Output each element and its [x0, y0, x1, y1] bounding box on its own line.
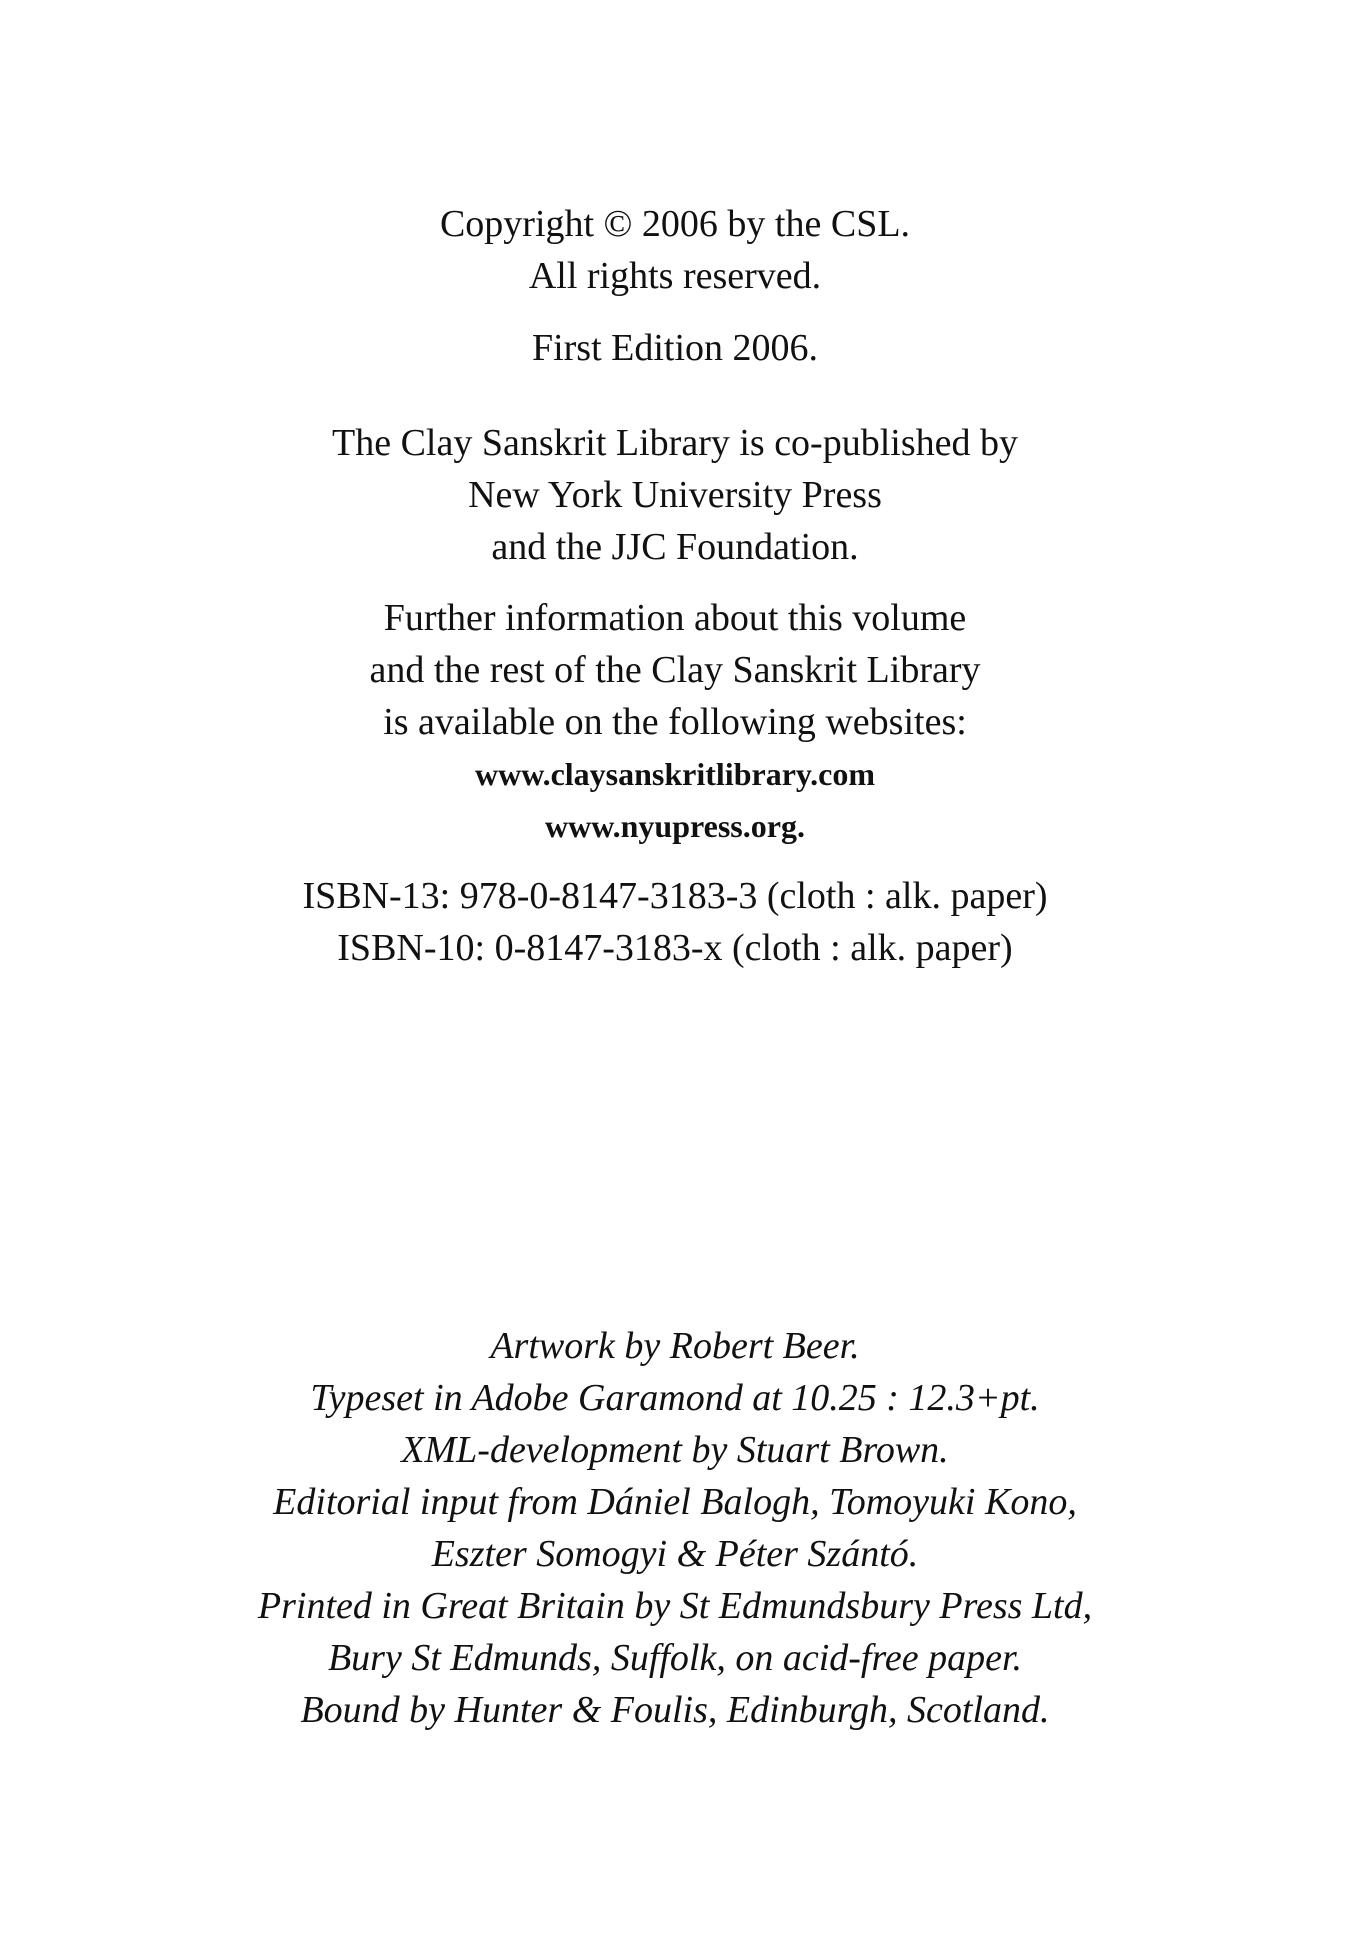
- copublisher-notice: [0, 417, 1350, 573]
- isbn-13: ISBN-13: 978-0-8147-3183-3 (cloth : alk. paper): [302, 875, 1048, 917]
- copublish-line-3: and the JJC Foundation.: [491, 526, 859, 568]
- info-line-2: and the rest of the Clay Sanskrit Library: [369, 649, 981, 691]
- info-line-3: is available on the following websites:: [383, 701, 967, 743]
- nyu-press-website: www.nyupress.org.: [545, 808, 805, 844]
- isbn-numbers: [0, 870, 1350, 974]
- copublish-line-2: New York University Press: [468, 474, 882, 516]
- credit-line: Bury St Edmunds, Suffolk, on acid-free paper.: [327, 1637, 1023, 1679]
- credit-line: XML-development by Stuart Brown.: [401, 1429, 949, 1471]
- clay-library-website: www.claysanskritlibrary.com: [475, 756, 875, 792]
- credit-line: Editorial input from Dániel Balogh, Tomoyuki Kono,: [273, 1481, 1077, 1523]
- credit-line: Eszter Somogyi & Péter Szántó.: [431, 1533, 919, 1575]
- isbn-10: ISBN-10: 0-8147-3183-x (cloth : alk. paper): [337, 927, 1013, 969]
- further-information: [0, 592, 1350, 852]
- copyright-line: Copyright © 2006 by the CSL.: [439, 203, 911, 245]
- edition-line: First Edition 2006.: [531, 327, 819, 369]
- credit-line: Bound by Hunter & Foulis, Edinburgh, Scotland.: [300, 1689, 1050, 1731]
- copublish-line-1: The Clay Sanskrit Library is co-published by: [332, 422, 1018, 464]
- production-credits: [0, 1320, 1350, 1736]
- copyright-notice: [0, 198, 1350, 302]
- credit-line: Artwork by Robert Beer.: [490, 1325, 860, 1367]
- rights-reserved-line: All rights reserved.: [528, 255, 822, 297]
- credit-line: Typeset in Adobe Garamond at 10.25 : 12.3+pt.: [310, 1377, 1040, 1419]
- edition-notice: [0, 322, 1350, 374]
- credit-line: Printed in Great Britain by St Edmundsbury Press Ltd,: [257, 1585, 1093, 1627]
- info-line-1: Further information about this volume: [383, 597, 967, 639]
